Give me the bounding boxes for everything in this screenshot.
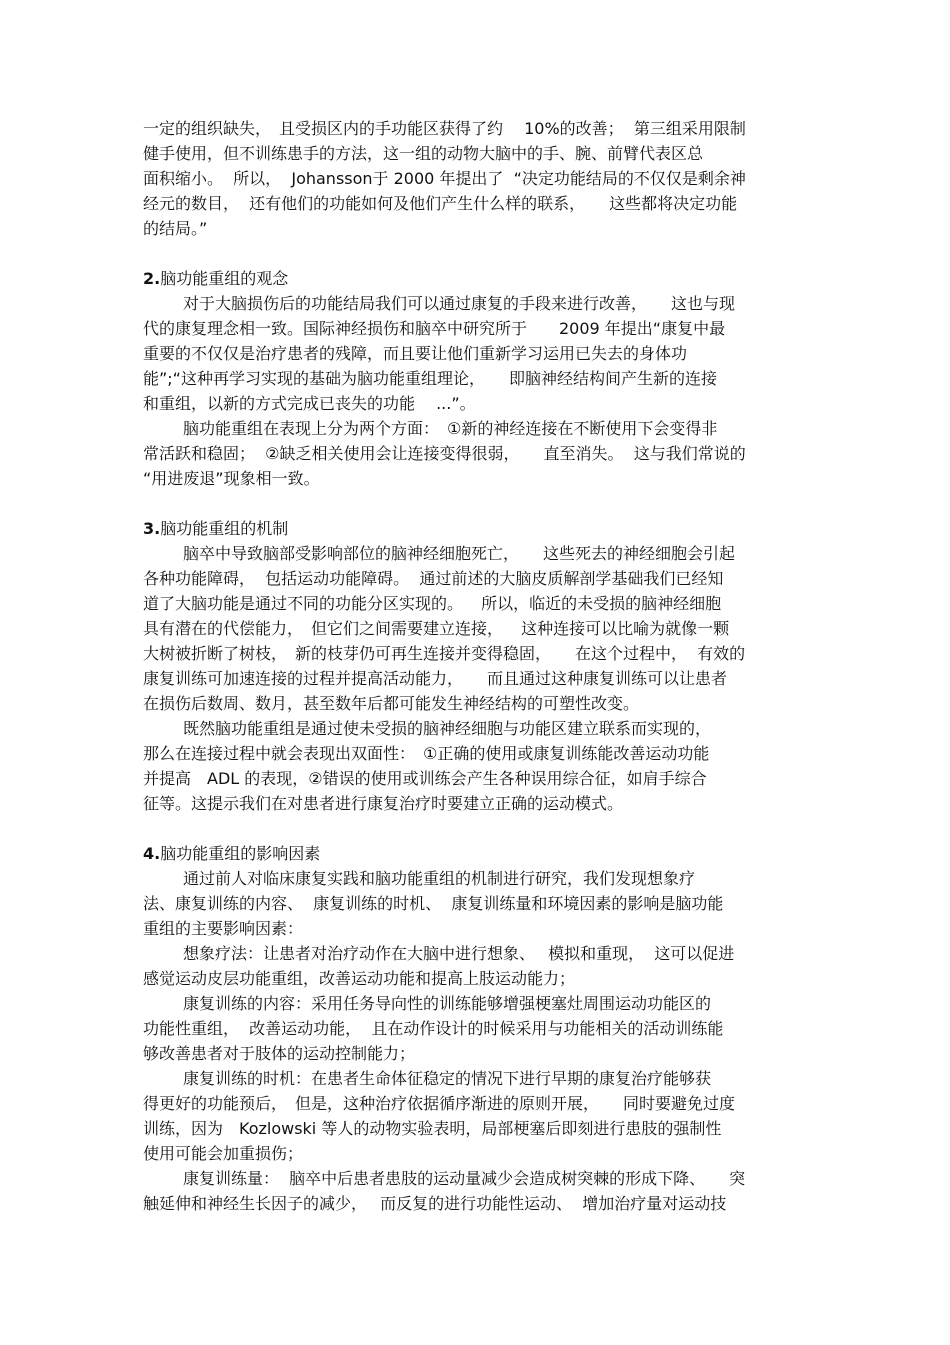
text-line: 和重组，以新的方式完成已丧失的功能 ...”。 [143, 394, 476, 413]
text-line: 重要的不仅仅是治疗患者的残障，而且要让他们重新学习运用已失去的身体功 [143, 344, 688, 363]
text-line: 具有潜在的代偿能力， 但它们之间需要建立连接， 这种连接可以比喻为就像一颗 [143, 619, 730, 638]
text-line: 法、康复训练的内容、 康复训练的时机、 康复训练量和环境因素的影响是脑功能 [143, 894, 724, 913]
text-line: 使用可能会加重损伤； [143, 1144, 304, 1163]
text-line: 经元的数目， 还有他们的功能如何及他们产生什么样的联系， 这些都将决定功能 [143, 194, 738, 213]
text-line: 征等。这提示我们在对患者进行康复治疗时要建立正确的运动模式。 [143, 794, 624, 813]
text-line: 能”;“这种再学习实现的基础为脑功能重组理论， 即脑神经结构间产生新的连接 [143, 369, 717, 388]
text-line: 一定的组织缺失， 且受损区内的手功能区获得了约 10%的改善； 第三组采用限制 [143, 119, 746, 138]
text-line: 训练，因为 Kozlowski 等人的动物实验表明，局部梗塞后即刻进行患肢的强制性 [143, 1119, 722, 1138]
text-line: 并提高 ADL 的表现，②错误的使用或训练会产生各种误用综合征，如肩手综合 [143, 769, 707, 788]
text-line: 得更好的功能预后， 但是，这种治疗依据循序渐进的原则开展， 同时要避免过度 [143, 1094, 736, 1113]
section-heading [143, 269, 288, 293]
section-title: 脑功能重组的机制 [160, 519, 289, 538]
section-title: 脑功能重组的观念 [160, 269, 289, 288]
text-line: 感觉运动皮层功能重组，改善运动功能和提高上肢运动能力； [143, 969, 576, 988]
section-number: 2. [143, 269, 161, 288]
text-line: 道了大脑功能是通过不同的功能分区实现的。 所以，临近的未受损的脑神经细胞 [143, 594, 722, 613]
text-line: 康复训练可加速连接的过程并提高活动能力， 而且通过这种康复训练可以让患者 [143, 669, 728, 688]
text-line: 对于大脑损伤后的功能结局我们可以通过康复的手段来进行改善， 这也与现 [183, 294, 736, 313]
section-heading [143, 844, 320, 868]
text-line: “用进废退”现象相一致。 [143, 469, 320, 488]
text-line: 通过前人对临床康复实践和脑功能重组的机制进行研究，我们发现想象疗 [183, 869, 696, 888]
text-line: 常活跃和稳固； ②缺乏相关使用会让连接变得很弱， 直至消失。 这与我们常说的 [143, 444, 746, 463]
text-line: 触延伸和神经生长因子的减少， 而反复的进行功能性运动、 增加治疗量对运动技 [143, 1194, 727, 1213]
text-line: 面积缩小。 所以， Johansson于 2000 年提出了 “决定功能结局的不仅仅是剩余神 [143, 169, 746, 188]
section-number: 4. [143, 844, 161, 863]
text-line: 康复训练的时机：在患者生命体征稳定的情况下进行早期的康复治疗能够获 [183, 1069, 712, 1088]
section-number: 3. [143, 519, 161, 538]
text-line: 代的康复理念相一致。国际神经损伤和脑卒中研究所于 2009 年提出“康复中最 [143, 319, 726, 338]
text-line: 各种功能障碍， 包括运动功能障碍。 通过前述的大脑皮质解剖学基础我们已经知 [143, 569, 724, 588]
text-line: 想象疗法：让患者对治疗动作在大脑中进行想象、 模拟和重现， 这可以促进 [183, 944, 735, 963]
section-title: 脑功能重组的影响因素 [160, 844, 321, 863]
text-line: 的结局。” [143, 219, 208, 238]
text-line: 脑功能重组在表现上分为两个方面： ①新的神经连接在不断使用下会变得非 [183, 419, 718, 438]
text-line: 大树被折断了树枝， 新的枝芽仍可再生连接并变得稳固， 在这个过程中， 有效的 [143, 644, 746, 663]
text-line: 健手使用，但不训练患手的方法，这一组的动物大脑中的手、腕、前臂代表区总 [143, 144, 704, 163]
text-line: 脑卒中导致脑部受影响部位的脑神经细胞死亡， 这些死去的神经细胞会引起 [183, 544, 736, 563]
text-line: 康复训练量： 脑卒中后患者患肢的运动量减少会造成树突棘的形成下降、 突 [183, 1169, 746, 1188]
section-heading [143, 519, 288, 543]
text-line: 那么在连接过程中就会表现出双面性： ①正确的使用或康复训练能改善运动功能 [143, 744, 710, 763]
text-line: 功能性重组， 改善运动功能， 且在动作设计的时候采用与功能相关的活动训练能 [143, 1019, 724, 1038]
text-line: 重组的主要影响因素： [143, 919, 304, 938]
text-line: 在损伤后数周、数月，甚至数年后都可能发生神经结构的可塑性改变。 [143, 694, 640, 713]
text-line: 康复训练的内容：采用任务导向性的训练能够增强梗塞灶周围运动功能区的 [183, 994, 712, 1013]
text-line: 既然脑功能重组是通过使未受损的脑神经细胞与功能区建立联系而实现的， [183, 719, 712, 738]
text-line: 够改善患者对于肢体的运动控制能力； [143, 1044, 416, 1063]
